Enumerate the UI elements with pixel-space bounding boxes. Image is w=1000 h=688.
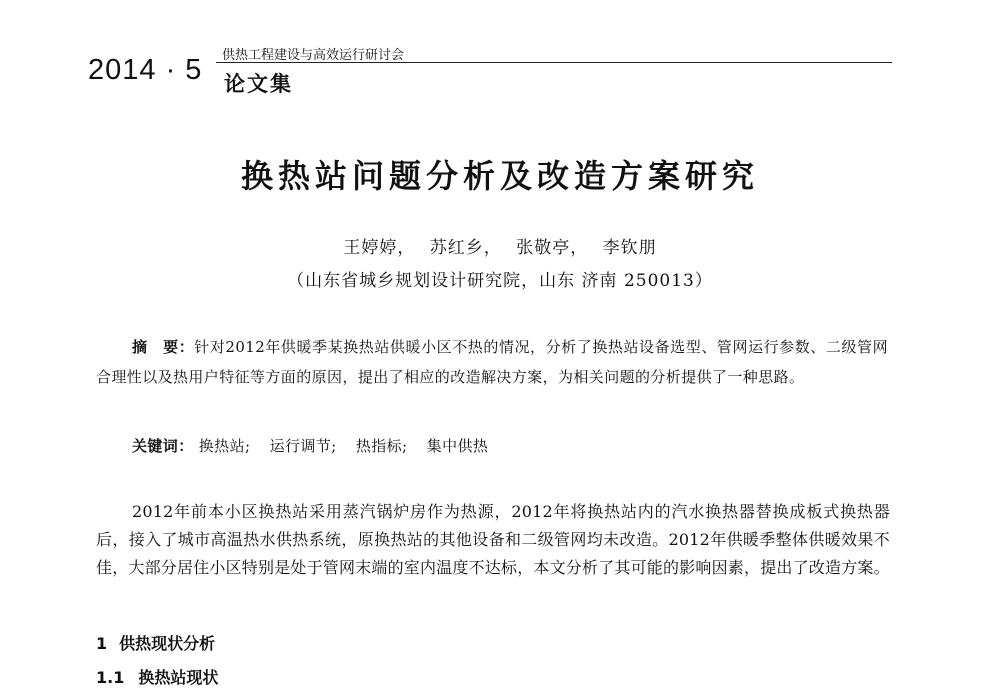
abstract-label: 摘 要： [132, 338, 195, 356]
abstract-text: 针对2012年供暖季某换热站供暖小区不热的情况，分析了换热站设备选型、管网运行参数、二级管网合理性以及热用户特征等方面的原因，提出了相应的改造解决方案，为相关问题的分析提供了一种思路。 [96, 338, 888, 386]
keyword: 换热站; [198, 437, 251, 455]
paper-title: 换热站问题分析及改造方案研究 [240, 157, 759, 195]
subsection-heading [96, 665, 218, 688]
keyword: 热指标; [355, 437, 408, 455]
keywords [132, 431, 892, 461]
intro-paragraph: 2012年前本小区换热站采用蒸汽锅炉房作为热源，2012年将换热站内的汽水换热器替换成板式换热器后，接入了城市高温热水供热系统，原换热站的其他设备和二级管网均未改造。2012年供暖季整体供暖效果不佳，大部分居住小区特别是处于管网末端的室内温度不达标，本文分析了其可能的影响因素，提出了改造方案。 [96, 502, 890, 577]
affiliation: （山东省城乡规划设计研究院，山东 济南 250013） [287, 271, 713, 291]
conference-name: 供热工程建设与高效运行研讨会 [222, 48, 405, 63]
header-rule [216, 62, 892, 63]
author-list: 王婷婷， 苏红乡， 张敬亭， 李钦朋 [343, 238, 657, 258]
subsection-title: 换热站现状 [138, 668, 219, 687]
section-title: 供热现状分析 [119, 634, 216, 653]
section-number: 1 [96, 634, 108, 653]
abstract [96, 332, 888, 392]
subsection-number: 1.1 [96, 668, 125, 687]
issue-date: 2014 · 5 [88, 54, 203, 86]
section-heading [96, 631, 215, 654]
keywords-label: 关键词： [132, 437, 194, 455]
proceedings-label: 论文集 [224, 72, 293, 96]
keyword: 运行调节; [269, 437, 337, 455]
keyword: 集中供热 [426, 437, 489, 455]
